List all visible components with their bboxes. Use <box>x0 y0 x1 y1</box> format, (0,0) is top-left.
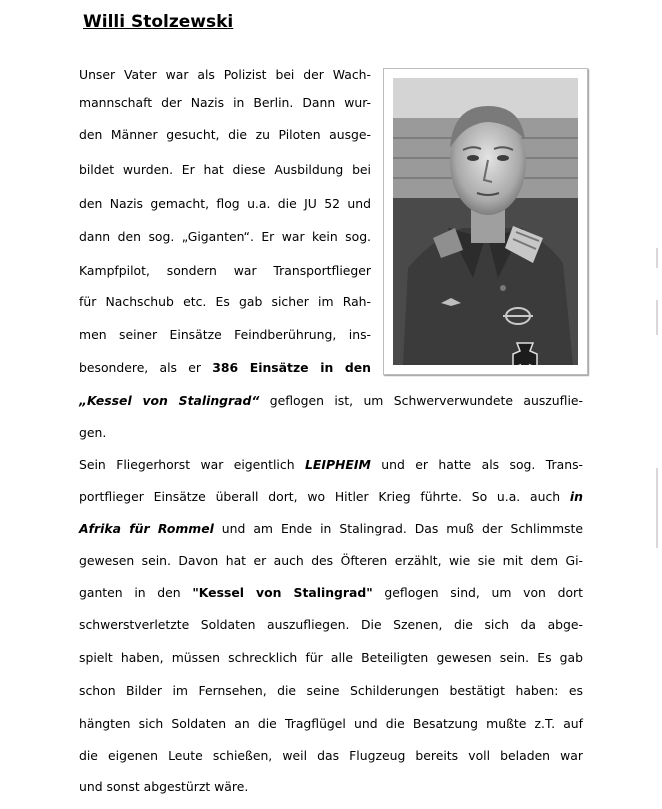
paragraph-line: Kampfpilot, sondern war Transportflieger <box>79 263 371 278</box>
portrait-image <box>393 78 578 365</box>
page-edge <box>656 248 658 268</box>
paragraph-line: mannschaft der Nazis in Berlin. Dann wur- <box>79 95 371 110</box>
paragraph-line: bildet wurden. Er hat diese Ausbildung bei <box>79 162 371 177</box>
paragraph-line: den Nazis gemacht, flog u.a. die JU 52 und <box>79 196 371 211</box>
paragraph-line <box>79 521 583 537</box>
page-edge <box>656 468 658 548</box>
paragraph-line <box>79 360 371 376</box>
paragraph-line: Unser Vater war als Polizist bei der Wach- <box>79 67 371 82</box>
paragraph-line <box>79 393 583 409</box>
paragraph-line: spielt haben, müssen schrecklich für alle Beteiligten gewesen sein. Es gab <box>79 650 583 665</box>
line-text: und am Ende in Stalingrad. Das muß der Schlimmste <box>213 521 583 536</box>
line-text: geflogen ist, um Schwerverwundete auszuflie- <box>259 393 583 408</box>
line-text: Sein Fliegerhorst war eigentlich <box>79 457 305 472</box>
document-title: Willi Stolzewski <box>83 12 234 32</box>
paragraph-line: men seiner Einsätze Feindberührung, ins- <box>79 327 371 342</box>
paragraph-line: schon Bilder im Fernsehen, die seine Schilderungen bestätigt haben: es <box>79 683 583 698</box>
line-text: geflogen sind, um von dort <box>372 585 583 600</box>
paragraph-line <box>79 489 583 505</box>
paragraph-line: die eigenen Leute schießen, weil das Flugzeug bereits voll beladen war <box>79 748 583 763</box>
line-text: portflieger Einsätze überall dort, wo Hitler Krieg führte. So u.a. auch <box>79 489 570 504</box>
paragraph-line <box>79 585 583 601</box>
bold-italic-phrase: „Kessel von Stalingrad“ <box>79 393 260 408</box>
paragraph-line: schwerstverletzte Soldaten auszufliegen. Die Szenen, die sich da abge- <box>79 617 583 632</box>
paragraph-line: dann den sog. „Giganten“. Er war kein sog. <box>79 229 371 244</box>
paragraph-line: und sonst abgestürzt wäre. <box>79 779 249 794</box>
line-text: ganten in den <box>79 585 193 600</box>
bold-italic-phrase: Afrika für Rommel <box>79 521 214 536</box>
paragraph-line: für Nachschub etc. Es gab sicher im Rah- <box>79 294 371 309</box>
bold-italic-phrase: LEIPHEIM <box>304 457 371 472</box>
paragraph-line: den Männer gesucht, die zu Piloten ausge- <box>79 127 371 142</box>
bold-italic-phrase: in <box>569 489 583 504</box>
portrait-photo <box>383 68 588 375</box>
paragraph-line: hängten sich Soldaten an die Tragflügel und die Besatzung mußte z.T. auf <box>79 716 583 731</box>
line-text: und er hatte als sog. Trans- <box>370 457 583 472</box>
bold-phrase: 386 Einsätze in den <box>212 360 371 375</box>
paragraph-line: gen. <box>79 425 107 440</box>
paragraph-line <box>79 457 583 473</box>
line-text: besondere, als er <box>79 360 213 375</box>
page-edge <box>656 300 658 335</box>
paragraph-line: gewesen sein. Davon hat er auch des Öfteren erzählt, wie sie mit dem Gi- <box>79 553 583 568</box>
bold-phrase: "Kessel von Stalingrad" <box>192 585 373 600</box>
